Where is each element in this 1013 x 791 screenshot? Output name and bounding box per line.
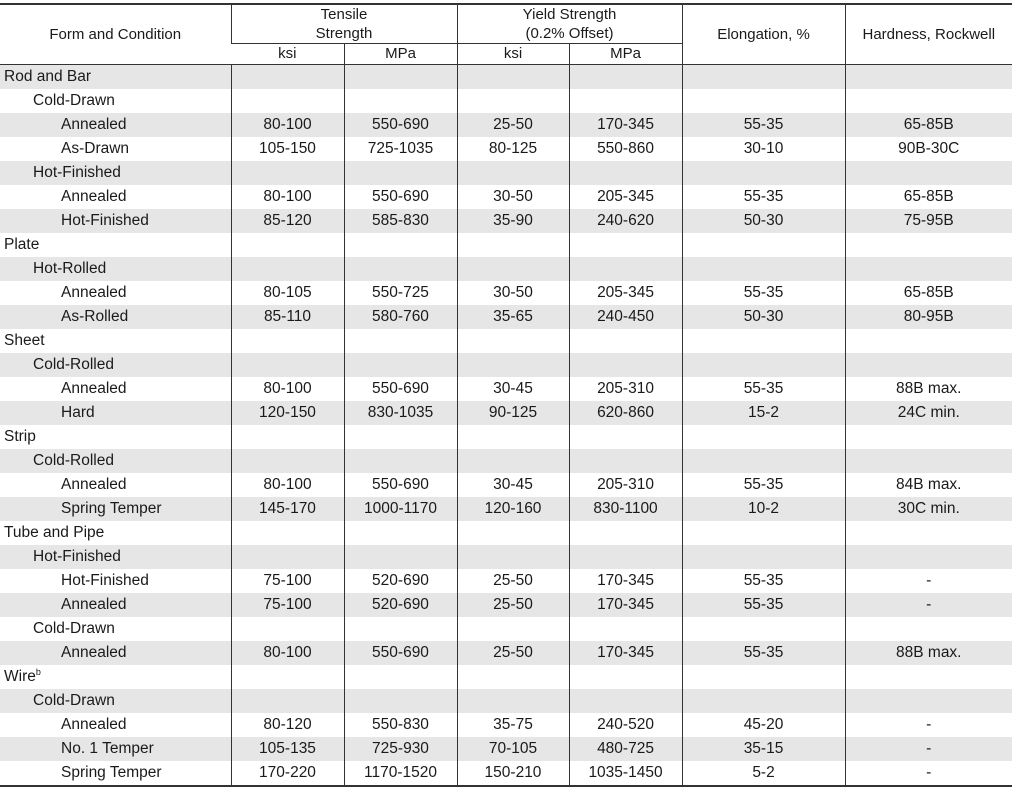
cell-hardness: 90B-30C [845,137,1012,161]
condition-label [0,377,231,401]
cell-yield-mpa: 830-1100 [569,497,682,521]
cell-elongation: 55-35 [682,113,845,137]
cell-yield-ksi: 35-90 [457,209,569,233]
cell-yield-ksi: 35-65 [457,305,569,329]
cell-tensile-mpa: 1000-1170 [344,497,457,521]
process-label [0,353,231,377]
condition-label [0,185,231,209]
cell-tensile-mpa: 1170-1520 [344,761,457,786]
cell-elongation [682,329,845,353]
cell-yield-mpa: 205-310 [569,377,682,401]
cell-tensile-ksi: 105-150 [231,137,344,161]
header-yield-line1: Yield Strength [522,6,617,23]
form-label [0,425,231,449]
header-unit-yield-mpa: MPa [569,44,682,65]
process-label [0,617,231,641]
cell-hardness: 75-95B [845,209,1012,233]
cell-yield-ksi [457,353,569,377]
properties-table-container [0,3,1012,787]
cell-tensile-ksi [231,65,344,90]
process-label [0,257,231,281]
cell-elongation [682,257,845,281]
cell-hardness: 65-85B [845,185,1012,209]
cell-tensile-mpa [344,665,457,689]
cell-elongation [682,353,845,377]
table-row [0,545,1012,569]
cell-yield-ksi [457,521,569,545]
header-unit-yield-ksi: ksi [457,44,569,65]
table-row [0,617,1012,641]
cell-elongation: 5-2 [682,761,845,786]
cell-yield-mpa [569,617,682,641]
cell-elongation: 55-35 [682,185,845,209]
table-row [0,425,1012,449]
cell-tensile-mpa: 520-690 [344,593,457,617]
cell-yield-ksi [457,257,569,281]
header-tensile-strength [231,4,457,44]
cell-hardness: 65-85B [845,281,1012,305]
cell-elongation: 15-2 [682,401,845,425]
table-row [0,713,1012,737]
header-tensile-line2: Strength [315,25,373,42]
cell-hardness [845,233,1012,257]
cell-tensile-mpa: 580-760 [344,305,457,329]
condition-label [0,305,231,329]
table-row [0,689,1012,713]
cell-tensile-ksi: 85-110 [231,305,344,329]
cell-tensile-ksi [231,617,344,641]
cell-tensile-mpa: 585-830 [344,209,457,233]
cell-yield-mpa [569,89,682,113]
cell-tensile-mpa: 520-690 [344,569,457,593]
cell-yield-mpa: 480-725 [569,737,682,761]
row-label-text: Cold-Rolled [33,452,114,469]
cell-yield-mpa: 620-860 [569,401,682,425]
cell-tensile-ksi: 80-100 [231,473,344,497]
cell-hardness [845,161,1012,185]
cell-tensile-mpa [344,161,457,185]
cell-hardness [845,425,1012,449]
cell-yield-ksi: 35-75 [457,713,569,737]
table-row [0,377,1012,401]
cell-yield-ksi [457,449,569,473]
form-label [0,329,231,353]
cell-yield-mpa: 1035-1450 [569,761,682,786]
table-row [0,761,1012,786]
cell-tensile-mpa: 550-690 [344,473,457,497]
row-label-text: Spring Temper [61,500,162,517]
cell-tensile-ksi [231,425,344,449]
row-label-text: As-Drawn [61,140,130,157]
cell-elongation: 35-15 [682,737,845,761]
cell-tensile-mpa: 830-1035 [344,401,457,425]
row-label-text: As-Rolled [61,308,129,325]
cell-hardness [845,353,1012,377]
header-elongation: Elongation, % [682,4,845,65]
header-tensile-line1: Tensile [320,6,368,23]
cell-elongation: 55-35 [682,281,845,305]
cell-elongation [682,425,845,449]
cell-hardness [845,449,1012,473]
cell-yield-mpa: 240-450 [569,305,682,329]
cell-yield-ksi [457,617,569,641]
cell-elongation: 55-35 [682,473,845,497]
cell-tensile-ksi: 120-150 [231,401,344,425]
cell-hardness: 30C min. [845,497,1012,521]
row-label-text: Wire [4,668,36,685]
cell-tensile-ksi: 75-100 [231,593,344,617]
cell-yield-mpa [569,425,682,449]
cell-tensile-mpa: 550-690 [344,377,457,401]
cell-elongation [682,521,845,545]
row-label-text: No. 1 Temper [61,740,154,757]
cell-elongation [682,233,845,257]
cell-tensile-ksi [231,545,344,569]
cell-tensile-ksi: 80-100 [231,377,344,401]
cell-yield-mpa [569,161,682,185]
condition-label [0,401,231,425]
cell-hardness [845,329,1012,353]
cell-tensile-ksi [231,449,344,473]
cell-yield-ksi [457,233,569,257]
cell-yield-mpa: 205-345 [569,185,682,209]
cell-tensile-ksi: 85-120 [231,209,344,233]
condition-label [0,641,231,665]
cell-elongation [682,161,845,185]
cell-tensile-mpa: 550-725 [344,281,457,305]
header-row-top [0,4,1012,44]
cell-tensile-mpa [344,89,457,113]
cell-hardness: - [845,593,1012,617]
cell-tensile-ksi [231,353,344,377]
condition-label [0,209,231,233]
cell-yield-mpa [569,233,682,257]
cell-tensile-mpa [344,617,457,641]
cell-tensile-mpa: 550-830 [344,713,457,737]
row-label-text: Annealed [61,716,127,733]
cell-tensile-ksi: 80-105 [231,281,344,305]
cell-tensile-mpa: 725-1035 [344,137,457,161]
cell-yield-mpa: 170-345 [569,569,682,593]
row-label-text: Hot-Rolled [33,260,107,277]
cell-elongation: 30-10 [682,137,845,161]
condition-label [0,761,231,786]
row-label-text: Tube and Pipe [4,524,105,541]
condition-label [0,737,231,761]
row-label-text: Sheet [4,332,45,349]
cell-yield-ksi: 30-50 [457,281,569,305]
cell-tensile-ksi: 80-100 [231,113,344,137]
process-label [0,449,231,473]
cell-hardness [845,617,1012,641]
row-label-text: Annealed [61,380,127,397]
header-hardness: Hardness, Rockwell [845,4,1012,65]
cell-elongation: 55-35 [682,377,845,401]
cell-hardness [845,257,1012,281]
header-unit-tensile-mpa: MPa [344,44,457,65]
cell-hardness: 84B max. [845,473,1012,497]
cell-tensile-ksi: 145-170 [231,497,344,521]
row-label-text: Annealed [61,116,127,133]
cell-yield-ksi [457,665,569,689]
form-label [0,665,231,689]
cell-elongation [682,617,845,641]
row-label-text: Annealed [61,596,127,613]
cell-elongation [682,89,845,113]
cell-tensile-ksi: 75-100 [231,569,344,593]
row-label-text: Spring Temper [61,764,162,781]
table-row [0,497,1012,521]
cell-tensile-mpa [344,545,457,569]
condition-label [0,713,231,737]
header-yield-strength [457,4,682,44]
cell-yield-ksi: 25-50 [457,569,569,593]
process-label [0,689,231,713]
table-row [0,185,1012,209]
row-label-text: Cold-Drawn [33,620,115,637]
cell-yield-mpa: 205-345 [569,281,682,305]
cell-yield-ksi: 70-105 [457,737,569,761]
cell-yield-mpa [569,665,682,689]
cell-yield-mpa: 240-620 [569,209,682,233]
cell-tensile-ksi: 105-135 [231,737,344,761]
table-row [0,593,1012,617]
cell-yield-ksi: 150-210 [457,761,569,786]
header-form-condition: Form and Condition [0,4,231,65]
row-label-text: Hard [61,404,95,421]
cell-tensile-mpa: 550-690 [344,113,457,137]
cell-yield-ksi [457,689,569,713]
cell-yield-mpa: 240-520 [569,713,682,737]
cell-tensile-ksi [231,233,344,257]
table-row [0,473,1012,497]
table-row [0,665,1012,689]
cell-yield-mpa [569,449,682,473]
row-label-text: Hot-Finished [33,164,121,181]
cell-hardness: 24C min. [845,401,1012,425]
row-label-text: Plate [4,236,40,253]
cell-yield-mpa: 205-310 [569,473,682,497]
condition-label [0,497,231,521]
table-row [0,161,1012,185]
cell-tensile-mpa [344,449,457,473]
cell-tensile-ksi [231,689,344,713]
cell-yield-mpa [569,329,682,353]
condition-label [0,281,231,305]
process-label [0,89,231,113]
cell-hardness [845,521,1012,545]
cell-tensile-ksi [231,521,344,545]
cell-tensile-mpa [344,521,457,545]
cell-yield-mpa [569,257,682,281]
cell-tensile-mpa [344,689,457,713]
table-row [0,329,1012,353]
cell-tensile-mpa [344,233,457,257]
table-header [0,4,1012,65]
header-yield-line2: (0.2% Offset) [525,25,614,42]
cell-yield-mpa: 550-860 [569,137,682,161]
row-label-text: Cold-Drawn [33,692,115,709]
row-label-text: Hot-Finished [61,212,149,229]
row-label-text: Cold-Rolled [33,356,114,373]
table-row [0,641,1012,665]
footnote-marker: b [35,667,41,677]
table-row [0,305,1012,329]
cell-elongation [682,449,845,473]
cell-hardness [845,89,1012,113]
cell-tensile-ksi [231,161,344,185]
condition-label [0,137,231,161]
table-row [0,521,1012,545]
mechanical-properties-table [0,3,1012,787]
cell-yield-mpa [569,65,682,90]
table-row [0,281,1012,305]
cell-hardness [845,689,1012,713]
cell-tensile-ksi [231,665,344,689]
cell-elongation [682,65,845,90]
row-label-text: Annealed [61,284,127,301]
row-label-text: Strip [4,428,36,445]
table-row [0,89,1012,113]
row-label-text: Rod and Bar [4,68,92,85]
cell-tensile-mpa: 725-930 [344,737,457,761]
cell-tensile-ksi [231,257,344,281]
cell-elongation: 50-30 [682,305,845,329]
cell-tensile-mpa [344,65,457,90]
cell-hardness: 88B max. [845,641,1012,665]
table-row [0,737,1012,761]
cell-yield-ksi [457,545,569,569]
cell-yield-mpa [569,521,682,545]
cell-hardness [845,545,1012,569]
cell-yield-mpa [569,689,682,713]
cell-elongation [682,545,845,569]
cell-tensile-mpa [344,257,457,281]
cell-yield-ksi: 30-50 [457,185,569,209]
cell-elongation: 10-2 [682,497,845,521]
cell-yield-ksi: 25-50 [457,641,569,665]
cell-elongation [682,689,845,713]
cell-hardness: 88B max. [845,377,1012,401]
cell-yield-mpa: 170-345 [569,593,682,617]
form-label [0,233,231,257]
cell-hardness: 80-95B [845,305,1012,329]
cell-tensile-ksi: 170-220 [231,761,344,786]
cell-elongation: 55-35 [682,569,845,593]
cell-tensile-mpa [344,353,457,377]
cell-tensile-ksi: 80-100 [231,641,344,665]
row-label-text: Hot-Finished [33,548,121,565]
cell-hardness [845,665,1012,689]
table-body [0,65,1012,787]
cell-yield-ksi: 80-125 [457,137,569,161]
table-row [0,233,1012,257]
cell-elongation: 55-35 [682,593,845,617]
cell-yield-ksi [457,425,569,449]
cell-tensile-mpa [344,329,457,353]
form-label [0,521,231,545]
cell-yield-ksi [457,161,569,185]
process-label [0,545,231,569]
cell-tensile-ksi [231,329,344,353]
cell-elongation [682,665,845,689]
cell-yield-ksi: 120-160 [457,497,569,521]
cell-yield-ksi: 30-45 [457,377,569,401]
cell-yield-mpa [569,353,682,377]
cell-hardness: - [845,761,1012,786]
table-row [0,257,1012,281]
condition-label [0,593,231,617]
table-row [0,137,1012,161]
cell-tensile-ksi: 80-120 [231,713,344,737]
cell-yield-ksi: 90-125 [457,401,569,425]
condition-label [0,113,231,137]
cell-elongation: 55-35 [682,641,845,665]
cell-tensile-mpa: 550-690 [344,641,457,665]
header-unit-tensile-ksi: ksi [231,44,344,65]
cell-yield-mpa: 170-345 [569,641,682,665]
form-label [0,65,231,90]
cell-yield-mpa [569,545,682,569]
cell-yield-ksi [457,65,569,90]
cell-tensile-ksi: 80-100 [231,185,344,209]
row-label-text: Annealed [61,188,127,205]
table-row [0,353,1012,377]
cell-hardness: - [845,713,1012,737]
table-row [0,65,1012,90]
cell-hardness: - [845,569,1012,593]
condition-label [0,569,231,593]
row-label-text: Annealed [61,476,127,493]
row-label-text: Cold-Drawn [33,92,115,109]
table-row [0,569,1012,593]
cell-yield-ksi: 30-45 [457,473,569,497]
process-label [0,161,231,185]
cell-tensile-mpa [344,425,457,449]
cell-hardness [845,65,1012,90]
row-label-text: Hot-Finished [61,572,149,589]
cell-tensile-ksi [231,89,344,113]
cell-yield-mpa: 170-345 [569,113,682,137]
cell-hardness: - [845,737,1012,761]
cell-elongation: 45-20 [682,713,845,737]
condition-label [0,473,231,497]
cell-elongation: 50-30 [682,209,845,233]
table-row [0,449,1012,473]
cell-yield-ksi [457,329,569,353]
table-row [0,113,1012,137]
cell-yield-ksi: 25-50 [457,113,569,137]
cell-yield-ksi: 25-50 [457,593,569,617]
table-row [0,209,1012,233]
row-label-text: Annealed [61,644,127,661]
cell-yield-ksi [457,89,569,113]
cell-tensile-mpa: 550-690 [344,185,457,209]
table-row [0,401,1012,425]
cell-hardness: 65-85B [845,113,1012,137]
